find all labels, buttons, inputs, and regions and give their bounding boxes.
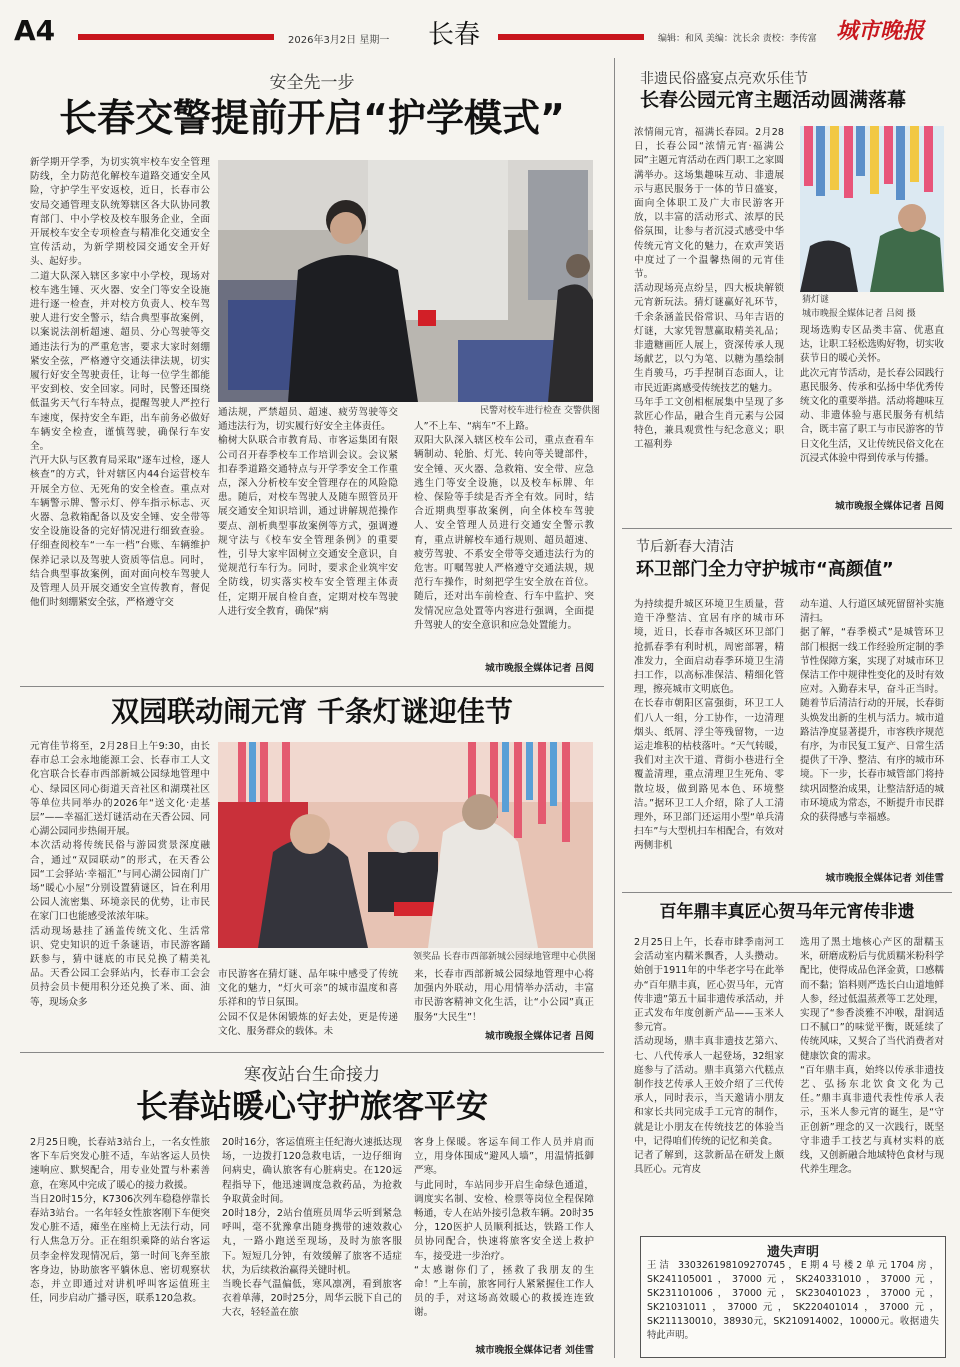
station-column-2: 20时16分，客运值班主任纪海火速抵达现场，一边拨打120急救电话，一边仔细询问病史，确认旅客有心脏病史。在120远程指导下，他迅速调度急救药品，为抢救争取黄金时间。 20时18分，2站台值班员周华云听到紧急呼叫，毫不犹豫拿出随身携带的速效救心丸，一路小跑送至现场，及时为旅客服下。短短几分钟，有效缓解了旅客不适症状，为后续救治赢得关键时机。 当晚长春气温偏低，寒风凛冽，看到旅客衣着单薄，20时25分，周华云脱下自己的大衣，轻轻盖在旅	[222, 1137, 402, 1319]
cleaning-headline: 环卫部门全力守护城市“高颜值”	[636, 559, 894, 580]
dingfeng-column-2: 选用了黑土地核心产区的甜糯玉米，研磨成粉后与优质糯米粉科学配比，使得成品色泽金黄，口感糯而不黏；馅料则严选长白山道地鲜人参，经过低温蒸煮等工艺处理，实现了“参香淡雅不冲喉，甜润适口不腻口”的味觉平衡，既延续了传统风味，又契合了当代消费者对健康饮食的需求。 “百年鼎丰真，始终以传承非遗技艺、弘扬东北饮食文化为己任。”鼎丰真非遗代表性传承人表示，玉米人参元宵的诞生，是“守正创新”理念的又一次践行，既坚守非遗手工技艺与真材实料的底线，又创新融合地域特色食材与现代养生理念。	[800, 937, 944, 1176]
traffic-column-1: 新学期开学季，为切实筑牢校车安全管理防线，全力防范化解校车道路交通安全风险，守护学生平安返校，近日，长春市公安局交通管理支队统筹辖区各大队协同教育部门、中小学校及校车服务企业，全面开展校车安全专项检查与精准化交通安全宣传活动，为新学期校园交通安全开好头、起好步。 二道大队深入辖区多家中小学校，现场对校车逃生锤、灭火器、安全门等安全设施进行逐一检查，并对校方负责人、校车驾驶人进行安全警示，结合典型事故案例，以案说法剖析超速、超员、分心驾驶等交通违法行为的严重危害，要求大家时刻绷紧安全弦，严格遵守交通法律法规，切实履行好安全驾驶责任，让每一位学生都能平安到校、安全回家。同时，民警还围绕低温劣天气行车特点，提醒驾驶人严控行车速度，保持安全车距，出车前务必做好车辆安全检查，谨慎驾驶，确保行车安全。 汽开大队与区教育局采取“逐车过检，逐人核查”的方式，针对辖区内44台运营校车开展全方位、无死角的安全检查。重点对车辆警示牌、警示灯、停车指示标志、灭火器、急救箱配备以及安全锤、安全带等安全设施设备的完好情况进行细致查验。仔细查阅校车“一车一档”台账、车辆维护保养记录以及驾驶人资质等信息。同时，结合典型事故案例，面对面向校车驾驶人及管理人员开展交通安全宣传教育，督促他们时刻绷紧安全弦，严格遵守交	[30, 157, 210, 609]
divider-lantern-station	[20, 1052, 604, 1053]
traffic-headline: 长春交警提前开启“护学模式”	[59, 96, 565, 140]
page-number: A4	[14, 14, 56, 47]
station-kicker: 寒夜站台生命接力	[244, 1065, 380, 1085]
masthead-red-bar-right	[498, 34, 644, 40]
lantern-prize-image	[218, 742, 593, 948]
lantern-column-3: 来，长春市西部新城公园绿地管理中心将加强内外联动，用心用情举办活动，丰富市民游客精神文化生活，让“小公园”真正服务“大民生”！	[414, 969, 594, 1023]
issue-date: 2026年3月2日 星期一	[288, 35, 390, 46]
lost-notice-body: 王洁 330326198109270745，E期4号楼2单元1704房，SK241105001，37000元，SK240331010，37000元，SK231101006，37000元，SK230401023，37000元，SK21031011，37000元，SK220401014，37000元，SK211130010，38930元，SK210914002，10000元。收据遗失特此声明。	[647, 1260, 939, 1341]
park-column-2: 现场选购专区品类丰富、优惠直达，让职工轻松选购好物，切实收获节日的暖心关怀。 此次元宵节活动，是长春公园践行惠民服务、传承和弘扬中华优秀传统文化的重要举措。活动将趣味互动、非遗体验与惠民服务有机结合，既丰富了职工与市民游客的节日文化生活，又让传统民俗文化在沉浸式体验中得到传承与传播。	[800, 325, 944, 464]
masthead	[0, 0, 960, 52]
section-name: 长春	[428, 20, 481, 50]
riddle-lantern-image	[800, 126, 944, 292]
park-headline: 长春公园元宵主题活动圆满落幕	[640, 89, 907, 111]
lantern-column-2: 市民游客在猜灯谜、品年味中感受了传统文化的魅力，“灯火可亲”的城市温度和喜乐祥和的节日氛围。 公园不仅是休闲锻炼的好去处，更是传递文化、服务群众的载体。未	[218, 969, 398, 1037]
lantern-photo-caption: 领奖品 长春市西部新城公园绿地管理中心供图	[413, 952, 596, 962]
lantern-column-1: 元宵佳节将至，2月28日上午9:30，由长春市总工会永地能源工会、长春市工人文化宫联合长春市西部新城公园绿地管理中心、绿园区同心街道天音社区和湖璞社区等单位共同举办的2026年“送文化·走基层”——幸福汇送灯谜活动在天香公园、同心湖公园同步热闹开展。 本次活动将传统民俗与游园赏景深度融合，通过“双园联动”的形式，在天香公园“工会驿站·幸福汇”与同心湖公园南门广场“暖心小屋”分别设置猜谜区，旨在利用公园人流密集、环境亲民的优势，让市民在家门口也能感受浓浓年味。 活动现场悬挂了涵盖传统文化、生活常识、党史知识的近千条谜语，市民游客踊跃参与，猜中谜底的市民兑换了精美礼品。天香公园工会驿站内，长春市工会会员持会员卡便用积分还兑换了米、面、油等，现场众多	[30, 741, 210, 1008]
traffic-column-2: 通法规，严禁超员、超速、疲劳驾驶等交通违法行为，切实履行好安全主体责任。 榆树大队联合市教育局、市客运集团有限公司召开春季校车工作培训会议。会议紧扣春季道路交通特点与开学季安全工作重点，深入分析校车安全管理存在的风险隐患。随后，对校车驾驶人及随车照管员开展交通安全知识培训，通过讲解规范操作要点、剖析典型事故案例等方式，强调遵规守法与《校车安全管理条例》的重要性，引导大家牢固树立交通安全意识，自觉规范行车行为。同时，要求企业筑牢安全防线，切实落实校车安全管理主体责任，定期开展自检自查，定期对校车驾驶人进行安全教育，确保“病	[218, 407, 398, 617]
cleaning-column-1: 为持续提升城区环境卫生质量，营造干净整洁、宜居有序的城市环境，近日，长春市各城区环卫部门抢抓春季有利时机，周密部署，精准发力，全面启动春季环境卫生清扫工作，以高标准保洁、精细化管理，擦亮城市文明底色。 在长春市朝阳区富强街，环卫工人们八人一组，分工协作，一边清理烟头、纸屑、浮尘等残留物，一边运走堆积的枯枝落叶。“天气转暖，我们对主次干道、背街小巷进行全覆盖清理，重点清理卫生死角、零散垃圾，做到路见本色、环境整洁。”据环卫工人介绍，除了人工清理外，环卫部门还运用小型“单兵清扫车”与大型机扫车相配合，有效对两侧非机	[634, 599, 784, 852]
park-photo-caption-left: 猜灯谜	[802, 295, 830, 305]
traffic-byline: 城市晚报全媒体记者 吕阅	[485, 663, 594, 674]
divider-park-cleaning	[622, 528, 952, 529]
brand-logo: 城市晚报	[836, 18, 925, 44]
park-kicker: 非遗民俗盛宴点亮欢乐佳节	[640, 71, 808, 87]
cleaning-kicker: 节后新春大清洁	[636, 539, 734, 555]
park-byline: 城市晚报全媒体记者 吕阅	[835, 501, 944, 512]
dingfeng-column-1: 2月25日上午，长春市肆季南河工会活动室内糯米飘香，人头攒动。始创于1911年的中华老字号在此举办“百年鼎丰真，匠心贺马年，元宵传非遗”第五十届非遗传承活动，并正式发布年度创新产品——玉米人参元宵。 活动现场，鼎丰真非遗技艺第六、七、八代传承人一起登场，32组家庭参与了活动。鼎丰真第六代糕点制作技艺传承人王姣介绍了三代传承人，同时表示，当天邀请小朋友和家长共同完成手工元宵的制作，就是让小朋友在传统技艺的体验当中，记得咱们传统的记忆和美食。 记者了解到，这款新品在研发上颇具匠心。元宵皮	[634, 937, 784, 1176]
lost-notice-box	[640, 1236, 946, 1358]
cleaning-byline: 城市晚报全媒体记者 刘佳雪	[825, 873, 944, 884]
bus-inspection-image	[218, 160, 593, 402]
traffic-column-3: 人”不上车、“病车”不上路。 双阳大队深入辖区校车公司，重点查看车辆制动、轮胎、灯光、转向等关键部件，安全锤、灭火器、急救箱、安全带、应急逃生门等安全设施，以及校车标牌、年检、保险等手续是否齐全有效。同时，结合近期典型事故案例，向全体校车驾驶人、安全管理人员进行交通安全警示教育，重点讲解校车通行规则、超员超速、疲劳驾驶、不系安全带等交通违法行为的危害。叮嘱驾驶人严格遵守交通法规，规范行车操作，时刻把学生安全放在首位。随后，还对出车前检查、行车中监护、突发情况应急处置等内容进行强调，全面提升驾驶人的安全意识和应急处置能力。	[414, 421, 594, 631]
station-headline: 长春站暖心守护旅客平安	[135, 1087, 488, 1125]
column-divider	[614, 58, 615, 1358]
station-byline: 城市晚报全媒体记者 刘佳雪	[475, 1345, 594, 1356]
traffic-photo-caption: 民警对校车进行检查 交警供图	[480, 406, 600, 416]
park-photo	[800, 126, 944, 292]
station-column-1: 2月25日晚，长春站3站台上，一名女性旅客下车后突发心脏不适，车站客运人员快速响应、默契配合，用专业处置与朴素善意，在寒风中完成了暖心的接力救援。 当日20时15分，K7306次列车稳稳停靠长春站3站台。一名年轻女性旅客刚下车便突发心脏不适，瘫坐在座椅上无法行动，同行人焦急万分。正在组织乘降的站台客运员李金梓发现情况后，第一时间飞奔至旅客身边，协助旅客平躺休息、密切观察状态，并立即通过对讲机呼叫客运值班主任，同步启动广播寻医，联系120急救。	[30, 1137, 210, 1305]
dingfeng-headline: 百年鼎丰真匠心贺马年元宵传非遗	[659, 902, 915, 922]
station-column-3: 客身上保暖。客运车间工作人员并肩而立，用身体围成“避风人墙”，用温情抵御严寒。 与此同时，车站同步开启生命绿色通道，调度实名制、安检、检票等岗位全程保障畅通，专人在站外接引急救车辆。20时35分，120医护人员顺利抵达，铁路工作人员协同配合，快速将旅客安全送上救护车，接受进一步治疗。 “太感谢你们了，拯救了我朋友的生命！”上车前，旅客同行人紧紧握住工作人员的手，对这场高效暖心的救援连连致谢。	[414, 1137, 594, 1319]
editors-line: 编辑：和风 美编：沈长余 责校：李传富	[658, 34, 817, 44]
lantern-photo	[218, 742, 593, 948]
lantern-byline: 城市晚报全媒体记者 吕阅	[485, 1031, 594, 1042]
traffic-kicker: 安全先一步	[269, 73, 355, 93]
park-photo-caption-right: 城市晚报全媒体记者 吕阅 摄	[802, 309, 916, 319]
park-column-1: 浓情闹元宵，福满长春园。2月28日，长春公园“浓情元宵·福满公园”主题元宵活动在西门职工之家圆满举办。这场集趣味互动、非遗展示与惠民服务于一体的节日盛宴，面向全体职工及广大市民游客开放，以丰富的活动形式、浓厚的民俗氛围，让参与者沉浸式感受中华传统元宵文化的魅力，在欢声笑语中度过了一个温馨热闹的元宵佳节。 活动现场亮点纷呈，四大板块解锁元宵新玩法。猜灯谜赢好礼环节，千余条涵盖民俗常识、马年吉语的灯谜，大家凭智慧赢取精美礼品；非遗糖画匠人展上，资深传承人现场献艺，以勺为笔、以糖为墨绘制生肖骏马，巧手捏制百态面人，让市民近距离感受传统技艺的魅力。 马年手工文创相框展集中呈现了多款匠心作品，融合生肖元素与公园特色，兼具观赏性与纪念意义；职工福利券	[634, 127, 784, 451]
cleaning-column-2: 动车道、人行道区域死留留补实施清扫。 据了解，“春季模式”是城管环卫部门根据一线工作经验所定制的季节性保障方案，实现了对城市环卫保洁工作中规律性变化的及时有效应对。入勤春末早，奋斗正当时。随着节后清洁行动的开展，长春街头焕发出新的生机与活力。城市道路洁净度显著提升，市容秩序规范有序，为市民复工复产、日常生活提供了干净、整洁、有序的城市环境。下一步，长春市城管部门将持续巩固整治成果，让整洁舒适的城市环境成为常态，不断提升市民群众的获得感与幸福感。	[800, 599, 944, 824]
traffic-photo	[218, 160, 593, 402]
divider-cleaning-dingfeng	[622, 892, 952, 893]
lost-notice-title: 遗失声明	[766, 1245, 819, 1260]
divider-traffic-lantern	[20, 686, 604, 687]
masthead-red-bar-left	[78, 34, 274, 40]
lantern-headline: 双园联动闹元宵 千条灯谜迎佳节	[111, 695, 513, 728]
